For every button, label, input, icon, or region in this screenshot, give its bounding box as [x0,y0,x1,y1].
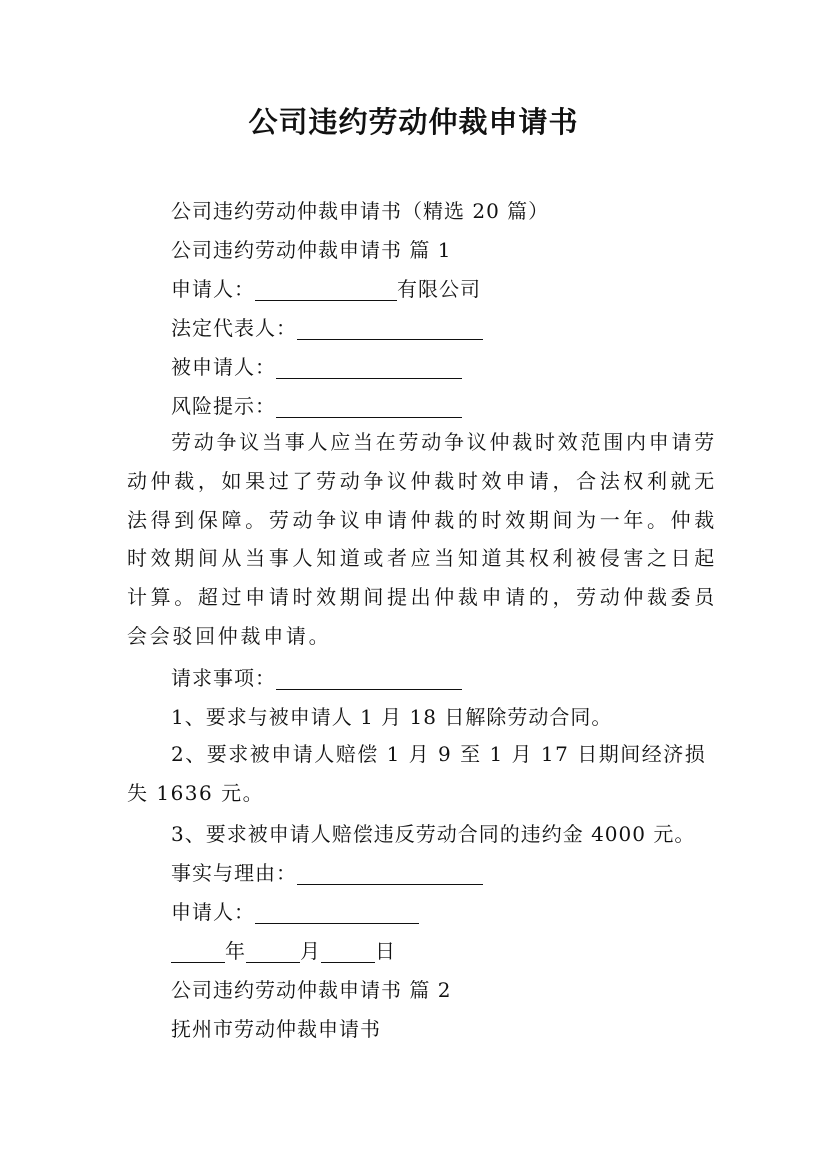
applicant-label: 申请人： [171,277,255,301]
signature-label: 申请人： [171,900,255,924]
signature-row [171,893,419,931]
document-title: 公司违约劳动仲裁申请书 [248,105,579,139]
date-month-label: 月 [300,939,321,963]
claims-row [171,659,462,697]
signature-blank [255,901,419,924]
claim-item-2: 2、要求被申请人赔偿 1 月 9 至 1 月 17 日期间经济损失 1636 元。 [127,742,707,805]
legal-rep-row [171,309,483,347]
risk-paragraph: 劳动争议当事人应当在劳动争议仲裁时效范围内申请劳动仲裁，如果过了劳动争议仲裁时效申请，合法权利就无法得到保障。劳动争议申请仲裁的时效期间为一年。仲裁时效期间从当事人知道或者应当知道其权利被侵害之日起计算。超过申请时效期间提出仲裁申请的，劳动仲裁委员会会驳回仲裁申请。 [127,430,717,648]
applicant-blank [255,278,397,301]
date-row [171,932,396,970]
risk-row [171,387,462,425]
legal-rep-label: 法定代表人： [171,316,297,340]
applicant-row [171,270,481,308]
document-subtitle: 公司违约劳动仲裁申请书（精选 20 篇） [171,199,550,223]
facts-blank [297,862,483,885]
applicant-suffix: 有限公司 [397,277,481,301]
date-year-label: 年 [225,939,246,963]
risk-blank [276,395,462,418]
section-heading-1: 公司违约劳动仲裁申请书 篇 1 [171,238,452,262]
facts-row [171,854,483,892]
respondent-row [171,348,462,386]
claim-item-1: 1、要求与被申请人 1 月 18 日解除劳动合同。 [171,705,613,729]
legal-rep-blank [297,317,483,340]
month-blank [246,940,300,963]
respondent-blank [276,356,462,379]
risk-label: 风险提示： [171,394,276,418]
section2-first-line: 抚州市劳动仲裁申请书 [171,1017,381,1041]
year-blank [171,940,225,963]
respondent-label: 被申请人： [171,355,276,379]
claim-item-3: 3、要求被申请人赔偿违反劳动合同的违约金 4000 元。 [171,822,696,846]
date-day-label: 日 [375,939,396,963]
facts-label: 事实与理由： [171,861,297,885]
claims-blank [276,667,462,690]
day-blank [321,940,375,963]
claims-label: 请求事项： [171,666,276,690]
section-heading-2: 公司违约劳动仲裁申请书 篇 2 [171,978,452,1002]
